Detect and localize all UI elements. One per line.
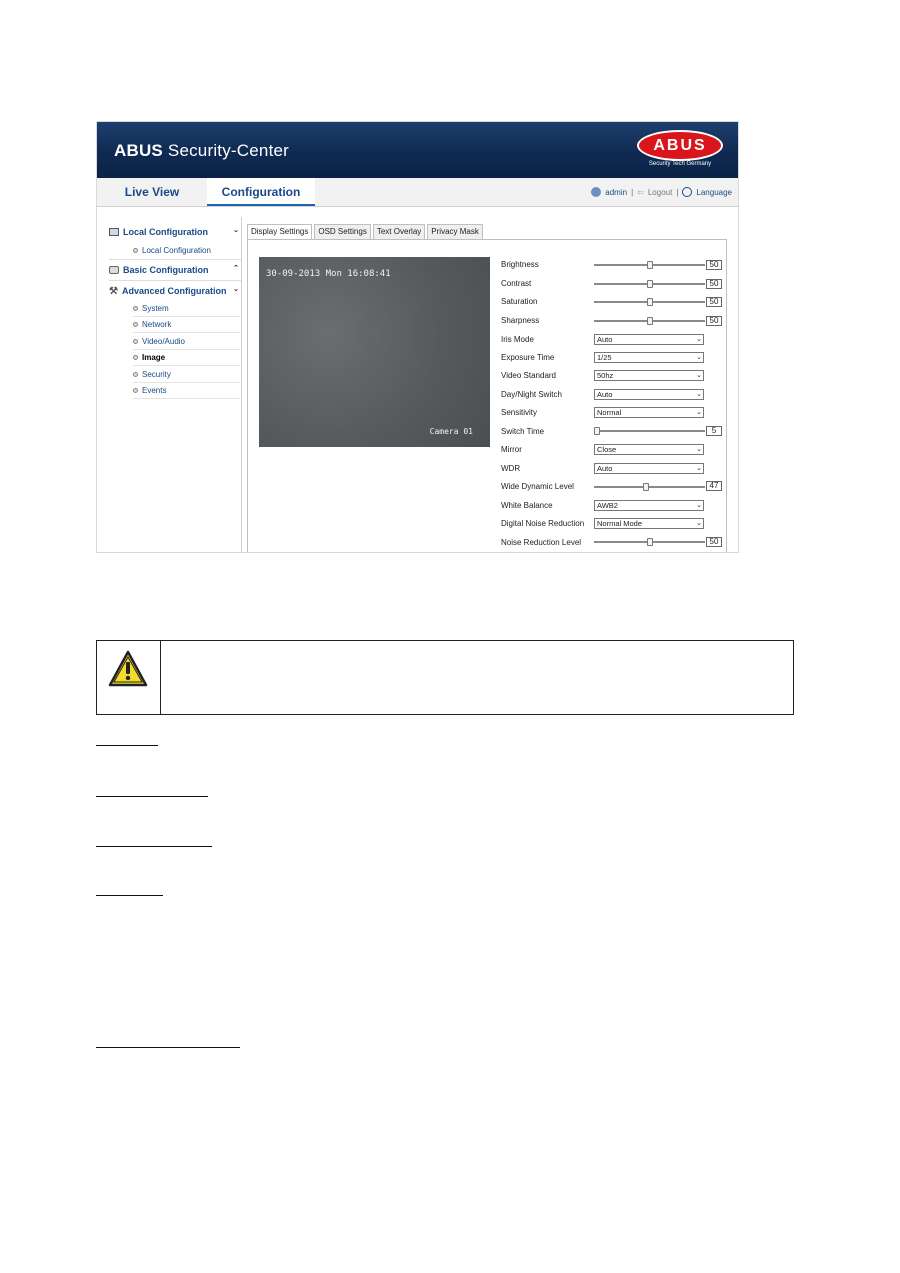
slider-knob[interactable] <box>647 298 653 306</box>
heading-underline <box>96 846 212 847</box>
heading-underline <box>96 796 208 797</box>
noise-reduction-level-slider[interactable] <box>594 538 705 546</box>
chevron-down-icon: ⌄ <box>233 227 239 234</box>
slider-knob[interactable] <box>647 280 653 288</box>
day-night-select[interactable]: Auto ⌄ <box>594 389 704 400</box>
sidebar-item-image[interactable]: Image <box>133 350 240 366</box>
video-standard-label: Video Standard <box>501 371 557 380</box>
chevron-down-icon: ⌄ <box>233 286 239 293</box>
white-balance-label: White Balance <box>501 501 553 510</box>
switch-time-slider[interactable] <box>594 427 705 435</box>
sidebar-item-system[interactable]: System <box>133 301 240 317</box>
brightness-slider[interactable] <box>594 261 705 269</box>
tab-configuration[interactable]: Configuration <box>207 178 315 206</box>
slider-knob[interactable] <box>647 538 653 546</box>
app-title: ABUS Security-Center <box>114 141 290 160</box>
sidebar <box>107 217 243 553</box>
chevron-up-icon: ⌃ <box>233 265 239 272</box>
sidebar-item-security[interactable]: Security <box>133 367 240 383</box>
preview-camera-name: Camera 01 <box>429 427 473 436</box>
language-link[interactable]: Language <box>696 187 732 197</box>
mirror-select[interactable]: Close ⌄ <box>594 444 704 455</box>
camera-preview <box>259 257 490 447</box>
heading-underline <box>96 1047 240 1048</box>
tab-privacy-mask[interactable]: Privacy Mask <box>427 224 483 239</box>
mirror-label: Mirror <box>501 445 522 454</box>
slider-knob[interactable] <box>647 317 653 325</box>
chevron-down-icon: ⌄ <box>696 520 702 527</box>
contrast-value[interactable]: 50 <box>706 279 722 289</box>
white-balance-select[interactable]: AWB2 ⌄ <box>594 500 704 511</box>
app-banner <box>97 122 739 178</box>
wdr-label: WDR <box>501 464 521 473</box>
image-subtabs <box>247 224 483 239</box>
tab-display-settings[interactable]: Display Settings <box>247 224 312 239</box>
main-nav <box>97 178 739 207</box>
heading-underline <box>96 745 158 746</box>
digital-noise-reduction-label: Digital Noise Reduction <box>501 519 585 528</box>
brightness-value[interactable]: 50 <box>706 260 722 270</box>
switch-time-value[interactable]: 5 <box>706 426 722 436</box>
exposure-time-label: Exposure Time <box>501 353 555 362</box>
sidebar-item-video-audio[interactable]: Video/Audio <box>133 334 240 350</box>
wrench-icon: ⚒ <box>109 285 118 297</box>
contrast-label: Contrast <box>501 279 532 288</box>
warning-note-box <box>96 640 794 715</box>
chevron-down-icon: ⌄ <box>696 354 702 361</box>
noise-reduction-level-label: Noise Reduction Level <box>501 538 582 547</box>
saturation-value[interactable]: 50 <box>706 297 722 307</box>
slider-knob[interactable] <box>643 483 649 491</box>
chevron-down-icon: ⌄ <box>696 446 702 453</box>
sidebar-local-configuration[interactable]: Local Configuration ⌄ <box>109 223 242 241</box>
chevron-down-icon: ⌄ <box>696 409 702 416</box>
digital-noise-reduction-select[interactable]: Normal Mode ⌄ <box>594 518 704 529</box>
tab-live-view[interactable]: Live View <box>124 185 180 199</box>
iris-mode-label: Iris Mode <box>501 335 534 344</box>
warning-triangle-icon <box>108 649 148 689</box>
wide-dynamic-level-value[interactable]: 47 <box>706 481 722 491</box>
sharpness-slider[interactable] <box>594 317 705 325</box>
tab-osd-settings[interactable]: OSD Settings <box>314 224 370 239</box>
saturation-slider[interactable] <box>594 298 705 306</box>
wide-dynamic-level-label: Wide Dynamic Level <box>501 482 574 491</box>
brightness-label: Brightness <box>501 260 539 269</box>
noise-reduction-level-value[interactable]: 50 <box>706 537 722 547</box>
gear-icon <box>109 266 119 274</box>
switch-time-label: Switch Time <box>501 427 545 436</box>
sidebar-item-network[interactable]: Network <box>133 317 240 333</box>
heading-underline <box>96 895 163 896</box>
wdr-select[interactable]: Auto ⌄ <box>594 463 704 474</box>
logout-icon[interactable]: ⇦ <box>637 187 644 197</box>
sidebar-item-local-configuration[interactable]: Local Configuration <box>133 242 240 258</box>
sensitivity-label: Sensitivity <box>501 408 538 417</box>
sensitivity-select[interactable]: Normal ⌄ <box>594 407 704 418</box>
configuration-screenshot <box>96 121 739 553</box>
slider-knob[interactable] <box>647 261 653 269</box>
chevron-down-icon: ⌄ <box>696 372 702 379</box>
slider-knob[interactable] <box>594 427 600 435</box>
user-icon <box>591 187 601 197</box>
wide-dynamic-level-slider[interactable] <box>594 483 705 491</box>
sidebar-item-events[interactable]: Events <box>133 383 240 399</box>
username: admin <box>605 187 628 197</box>
globe-icon[interactable] <box>682 187 692 197</box>
chevron-down-icon: ⌄ <box>696 465 702 472</box>
video-standard-select[interactable]: 50hz ⌄ <box>594 370 704 381</box>
user-bar: admin | ⇦ Logout | Language <box>591 187 732 197</box>
exposure-time-select[interactable]: 1/25 ⌄ <box>594 352 704 363</box>
chevron-down-icon: ⌄ <box>696 336 702 343</box>
tab-text-overlay[interactable]: Text Overlay <box>373 224 425 239</box>
chevron-down-icon: ⌄ <box>696 502 702 509</box>
iris-mode-select[interactable]: Auto ⌄ <box>594 334 704 345</box>
sharpness-label: Sharpness <box>501 316 540 325</box>
sidebar-basic-configuration[interactable]: Basic Configuration ⌃ <box>109 261 242 279</box>
abus-logo: ABUS Security Tech Germany <box>637 130 723 172</box>
sharpness-value[interactable]: 50 <box>706 316 722 326</box>
contrast-slider[interactable] <box>594 280 705 288</box>
bullet-icon <box>133 248 138 253</box>
preview-timestamp: 30-09-2013 Mon 16:08:41 <box>266 269 391 279</box>
warning-icon-cell <box>97 641 161 714</box>
saturation-label: Saturation <box>501 297 538 306</box>
chevron-down-icon: ⌄ <box>696 391 702 398</box>
monitor-icon <box>109 228 119 236</box>
day-night-label: Day/Night Switch <box>501 390 562 399</box>
logout-link[interactable]: Logout <box>647 187 673 197</box>
sidebar-advanced-configuration[interactable]: ⚒ Advanced Configuration ⌄ <box>109 285 239 297</box>
